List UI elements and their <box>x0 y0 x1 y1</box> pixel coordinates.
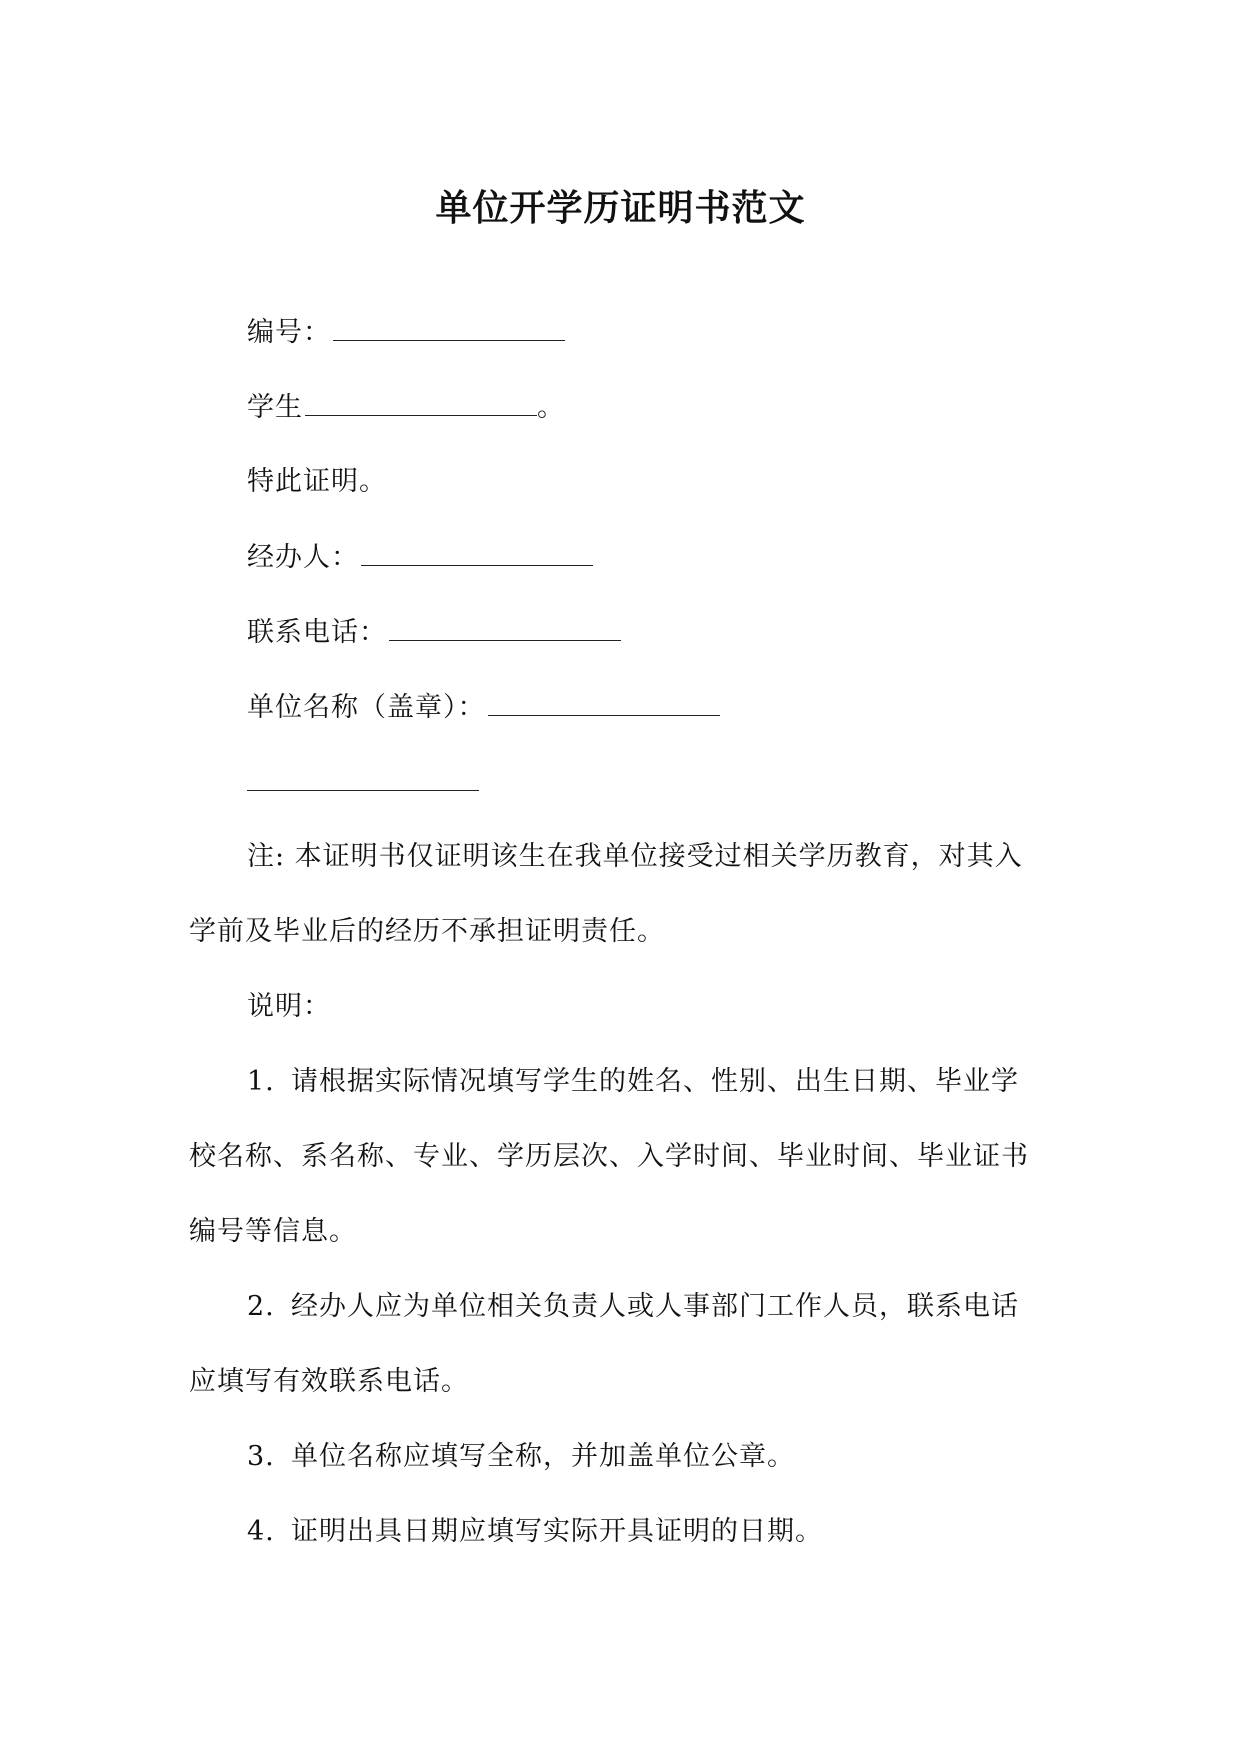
date-blank <box>247 762 479 791</box>
phone-blank <box>389 612 621 641</box>
instructions-heading: 说明： <box>247 991 331 1022</box>
certify-line: 特此证明。 <box>247 466 387 497</box>
student-suffix: 。 <box>537 392 565 423</box>
document-title: 单位开学历证明书范文 <box>435 187 806 229</box>
unit-name-line <box>247 687 720 728</box>
instruction-1-line-3: 编号等信息。 <box>189 1216 357 1247</box>
student-blank <box>305 387 537 416</box>
phone-line <box>247 612 621 653</box>
instruction-1-line-1 <box>247 1062 1019 1102</box>
date-line <box>247 762 479 803</box>
handler-label: 经办人： <box>247 542 359 573</box>
student-label: 学生 <box>247 392 303 423</box>
instruction-2-line-1 <box>247 1287 1019 1327</box>
instruction-1-text: 请根据实际情况填写学生的姓名、性别、出生日期、毕业学 <box>291 1066 1019 1097</box>
unit-name-label: 单位名称（盖章）： <box>247 692 486 723</box>
instruction-3-number: 3. <box>247 1441 275 1472</box>
unit-name-blank <box>488 687 720 716</box>
handler-line <box>247 537 593 578</box>
phone-label: 联系电话： <box>247 617 387 648</box>
serial-number-line <box>247 312 565 353</box>
instruction-4-line-1 <box>247 1512 823 1552</box>
note-line-1: 注: 本证明书仅证明该生在我单位接受过相关学历教育，对其入 <box>247 841 1023 872</box>
instruction-2-line-2: 应填写有效联系电话。 <box>189 1366 469 1397</box>
note-line-2: 学前及毕业后的经历不承担证明责任。 <box>189 916 665 947</box>
instruction-4-number: 4. <box>247 1516 275 1547</box>
instruction-1-line-2: 校名称、系名称、专业、学历层次、入学时间、毕业时间、毕业证书 <box>189 1141 1029 1172</box>
instruction-4-text: 证明出具日期应填写实际开具证明的日期。 <box>291 1516 823 1547</box>
serial-number-blank <box>333 312 565 341</box>
instruction-2-text: 经办人应为单位相关负责人或人事部门工作人员，联系电话 <box>291 1291 1019 1322</box>
instruction-3-text: 单位名称应填写全称，并加盖单位公章。 <box>291 1441 795 1472</box>
instruction-2-number: 2. <box>247 1291 275 1322</box>
serial-number-label: 编号： <box>247 317 331 348</box>
student-line <box>247 387 565 428</box>
instruction-1-number: 1. <box>247 1066 275 1097</box>
handler-blank <box>361 537 593 566</box>
instruction-3-line-1 <box>247 1437 795 1477</box>
